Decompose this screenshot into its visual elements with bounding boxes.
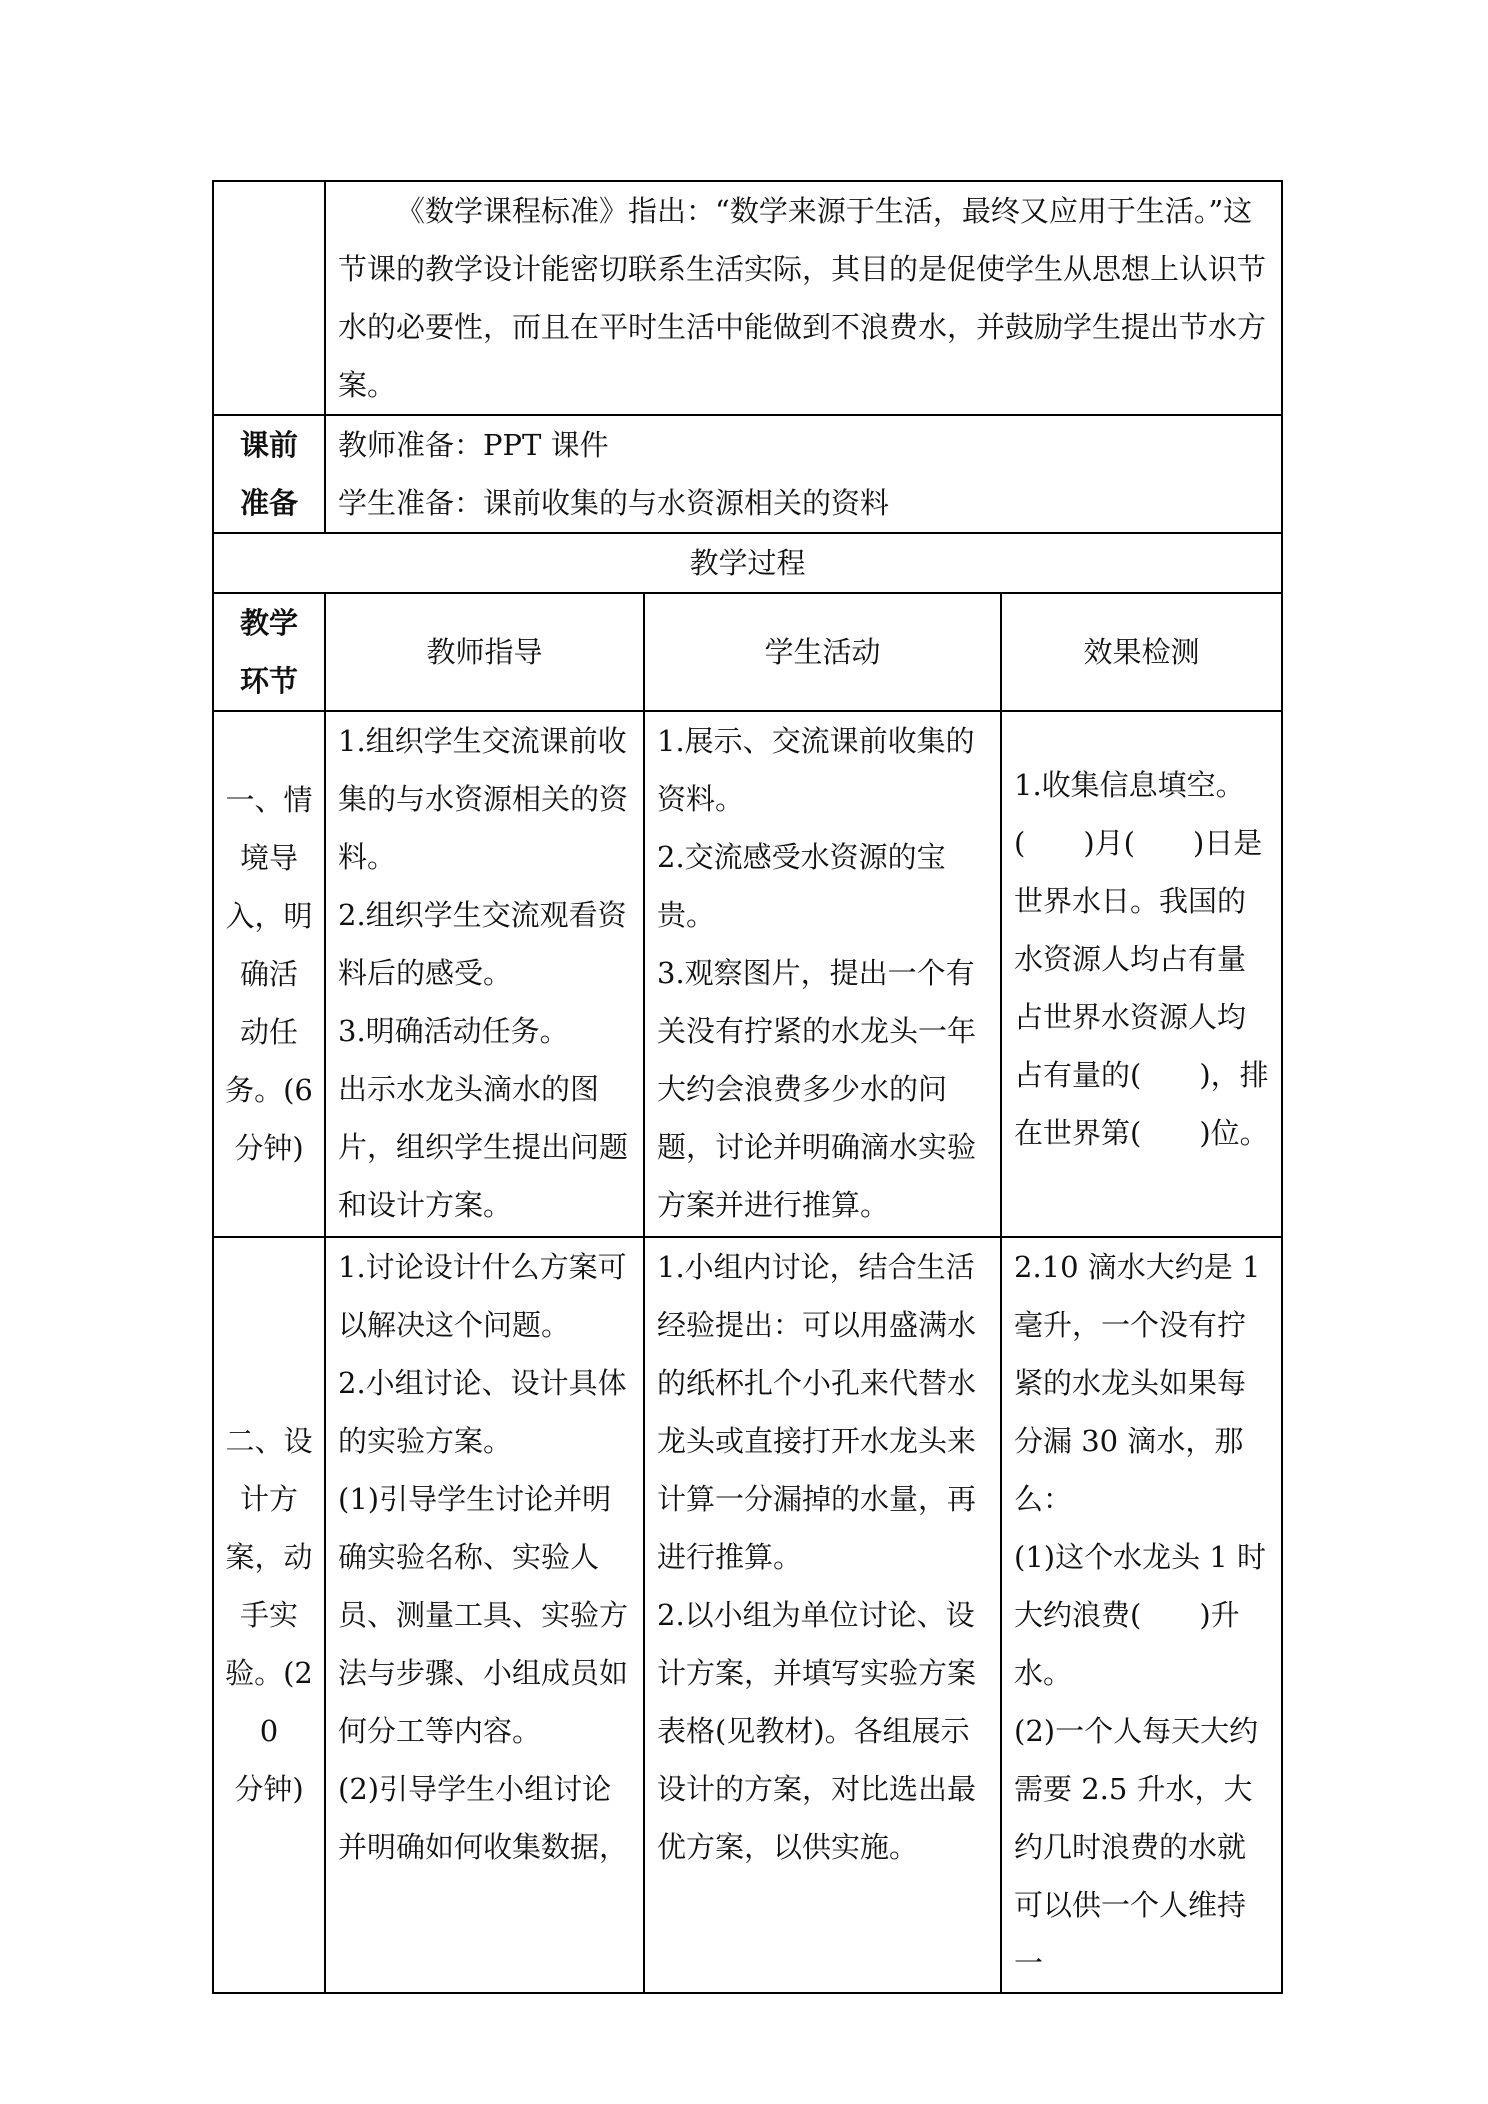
stage-2-title xyxy=(213,1237,325,1993)
lesson-plan-table xyxy=(212,180,1283,1994)
teacher-item: (1)引导学生讨论并明确实验名称、实验人员、测量工具、实验方法与步骤、小组成员如何分工等内容。 xyxy=(338,1482,629,1748)
stage-1-line: 境导 xyxy=(239,841,298,875)
student-item: 2.交流感受水资源的宝贵。 xyxy=(657,840,946,932)
student-preparation: 学生准备：课前收集的与水资源相关的资料 xyxy=(338,486,890,520)
header-stage xyxy=(213,593,325,711)
student-item: 1.小组内讨论，结合生活经验提出：可以用盛满水的纸杯扎个小孔来代替水龙头或直接打开水龙头来计算一分漏掉的水量，再进行推算。 xyxy=(657,1250,977,1574)
teacher-item: 2.组织学生交流观看资料后的感受。 xyxy=(338,898,627,990)
teacher-item: 1.组织学生交流课前收集的与水资源相关的资料。 xyxy=(338,724,629,874)
header-stage-line2: 环节 xyxy=(239,664,298,698)
stage-1-line: 入，明 xyxy=(225,899,313,933)
stage-2-teacher xyxy=(325,1237,644,1993)
stage-2-line: 案，动 xyxy=(225,1540,313,1574)
teacher-preparation: 教师准备：PPT 课件 xyxy=(338,428,609,462)
stage-2-student xyxy=(644,1237,1001,1993)
stage-1-line: 确活 xyxy=(239,957,298,991)
header-teacher: 教师指导 xyxy=(325,593,644,711)
student-item: 3.观察图片，提出一个有关没有拧紧的水龙头一年大约会浪费多少水的问题，讨论并明确滴水实验方案并进行推算。 xyxy=(657,956,977,1222)
teacher-item: 2.小组讨论、设计具体的实验方案。 xyxy=(338,1366,627,1458)
stage-1-student xyxy=(644,711,1001,1237)
process-title: 教学过程 xyxy=(213,533,1282,593)
stage-row-1 xyxy=(213,711,1282,1237)
stage-1-line: 动任 xyxy=(239,1015,298,1049)
stage-2-line: 手实 xyxy=(239,1598,298,1632)
stage-1-teacher xyxy=(325,711,644,1237)
intro-row xyxy=(213,181,1282,415)
stage-1-line: 分钟) xyxy=(234,1131,304,1165)
effect-item: (2)一个人每天大约需要 2.5 升水，大约几时浪费的水就可以供一个人维持一 xyxy=(1014,1714,1259,1980)
stage-1-line: 务。(6 xyxy=(225,1073,313,1107)
stage-row-2 xyxy=(213,1237,1282,1993)
stage-2-line: 二、设 xyxy=(225,1424,313,1458)
student-item: 2.以小组为单位讨论、设计方案，并填写实验方案表格(见教材)。各组展示设计的方案，对比选出最优方案，以供实施。 xyxy=(657,1598,977,1864)
stage-1-effect xyxy=(1001,711,1282,1237)
header-row xyxy=(213,593,1282,711)
intro-paragraph: 《数学课程标准》指出：“数学来源于生活，最终又应用于生活。”这节课的教学设计能密切联系生活实际，其目的是促使学生从思想上认识节水的必要性，而且在平时生活中能做到不浪费水，并鼓励学生提出节水方案。 xyxy=(325,181,1282,415)
effect-item: 2.10 滴水大约是 1 毫升，一个没有拧紧的水龙头如果每分漏 30 滴水，那么： xyxy=(1014,1250,1261,1516)
preparation-label xyxy=(213,415,325,533)
teacher-item: (2)引导学生小组讨论并明确如何收集数据， xyxy=(338,1772,629,1864)
header-effect: 效果检测 xyxy=(1001,593,1282,711)
effect-item: 1.收集信息填空。 xyxy=(1014,768,1245,802)
stage-1-line: 一、情 xyxy=(225,783,313,817)
preparation-content xyxy=(325,415,1282,533)
preparation-label-line1: 课前 xyxy=(239,428,298,462)
stage-2-line: 分钟) xyxy=(234,1772,304,1806)
teacher-item: 出示水龙头滴水的图片，组织学生提出问题和设计方案。 xyxy=(338,1072,629,1222)
stage-2-line: 验。(20 xyxy=(225,1656,313,1748)
header-student: 学生活动 xyxy=(644,593,1001,711)
preparation-label-line2: 准备 xyxy=(239,486,298,520)
stage-2-line: 计方 xyxy=(239,1482,298,1516)
teacher-item: 3.明确活动任务。 xyxy=(338,1014,569,1048)
effect-item: ( )月( )日是世界水日。我国的水资源人均占有量占世界水资源人均占有量的( )，排在世界第( )位。 xyxy=(1014,826,1269,1150)
header-stage-line1: 教学 xyxy=(239,606,298,640)
preparation-row xyxy=(213,415,1282,533)
student-item: 1.展示、交流课前收集的资料。 xyxy=(657,724,975,816)
stage-1-title xyxy=(213,711,325,1237)
stage-2-effect xyxy=(1001,1237,1282,1993)
teacher-item: 1.讨论设计什么方案可以解决这个问题。 xyxy=(338,1250,627,1342)
effect-item: (1)这个水龙头 1 时大约浪费( )升水。 xyxy=(1014,1540,1266,1690)
intro-empty-cell xyxy=(213,181,325,415)
process-title-row xyxy=(213,533,1282,593)
